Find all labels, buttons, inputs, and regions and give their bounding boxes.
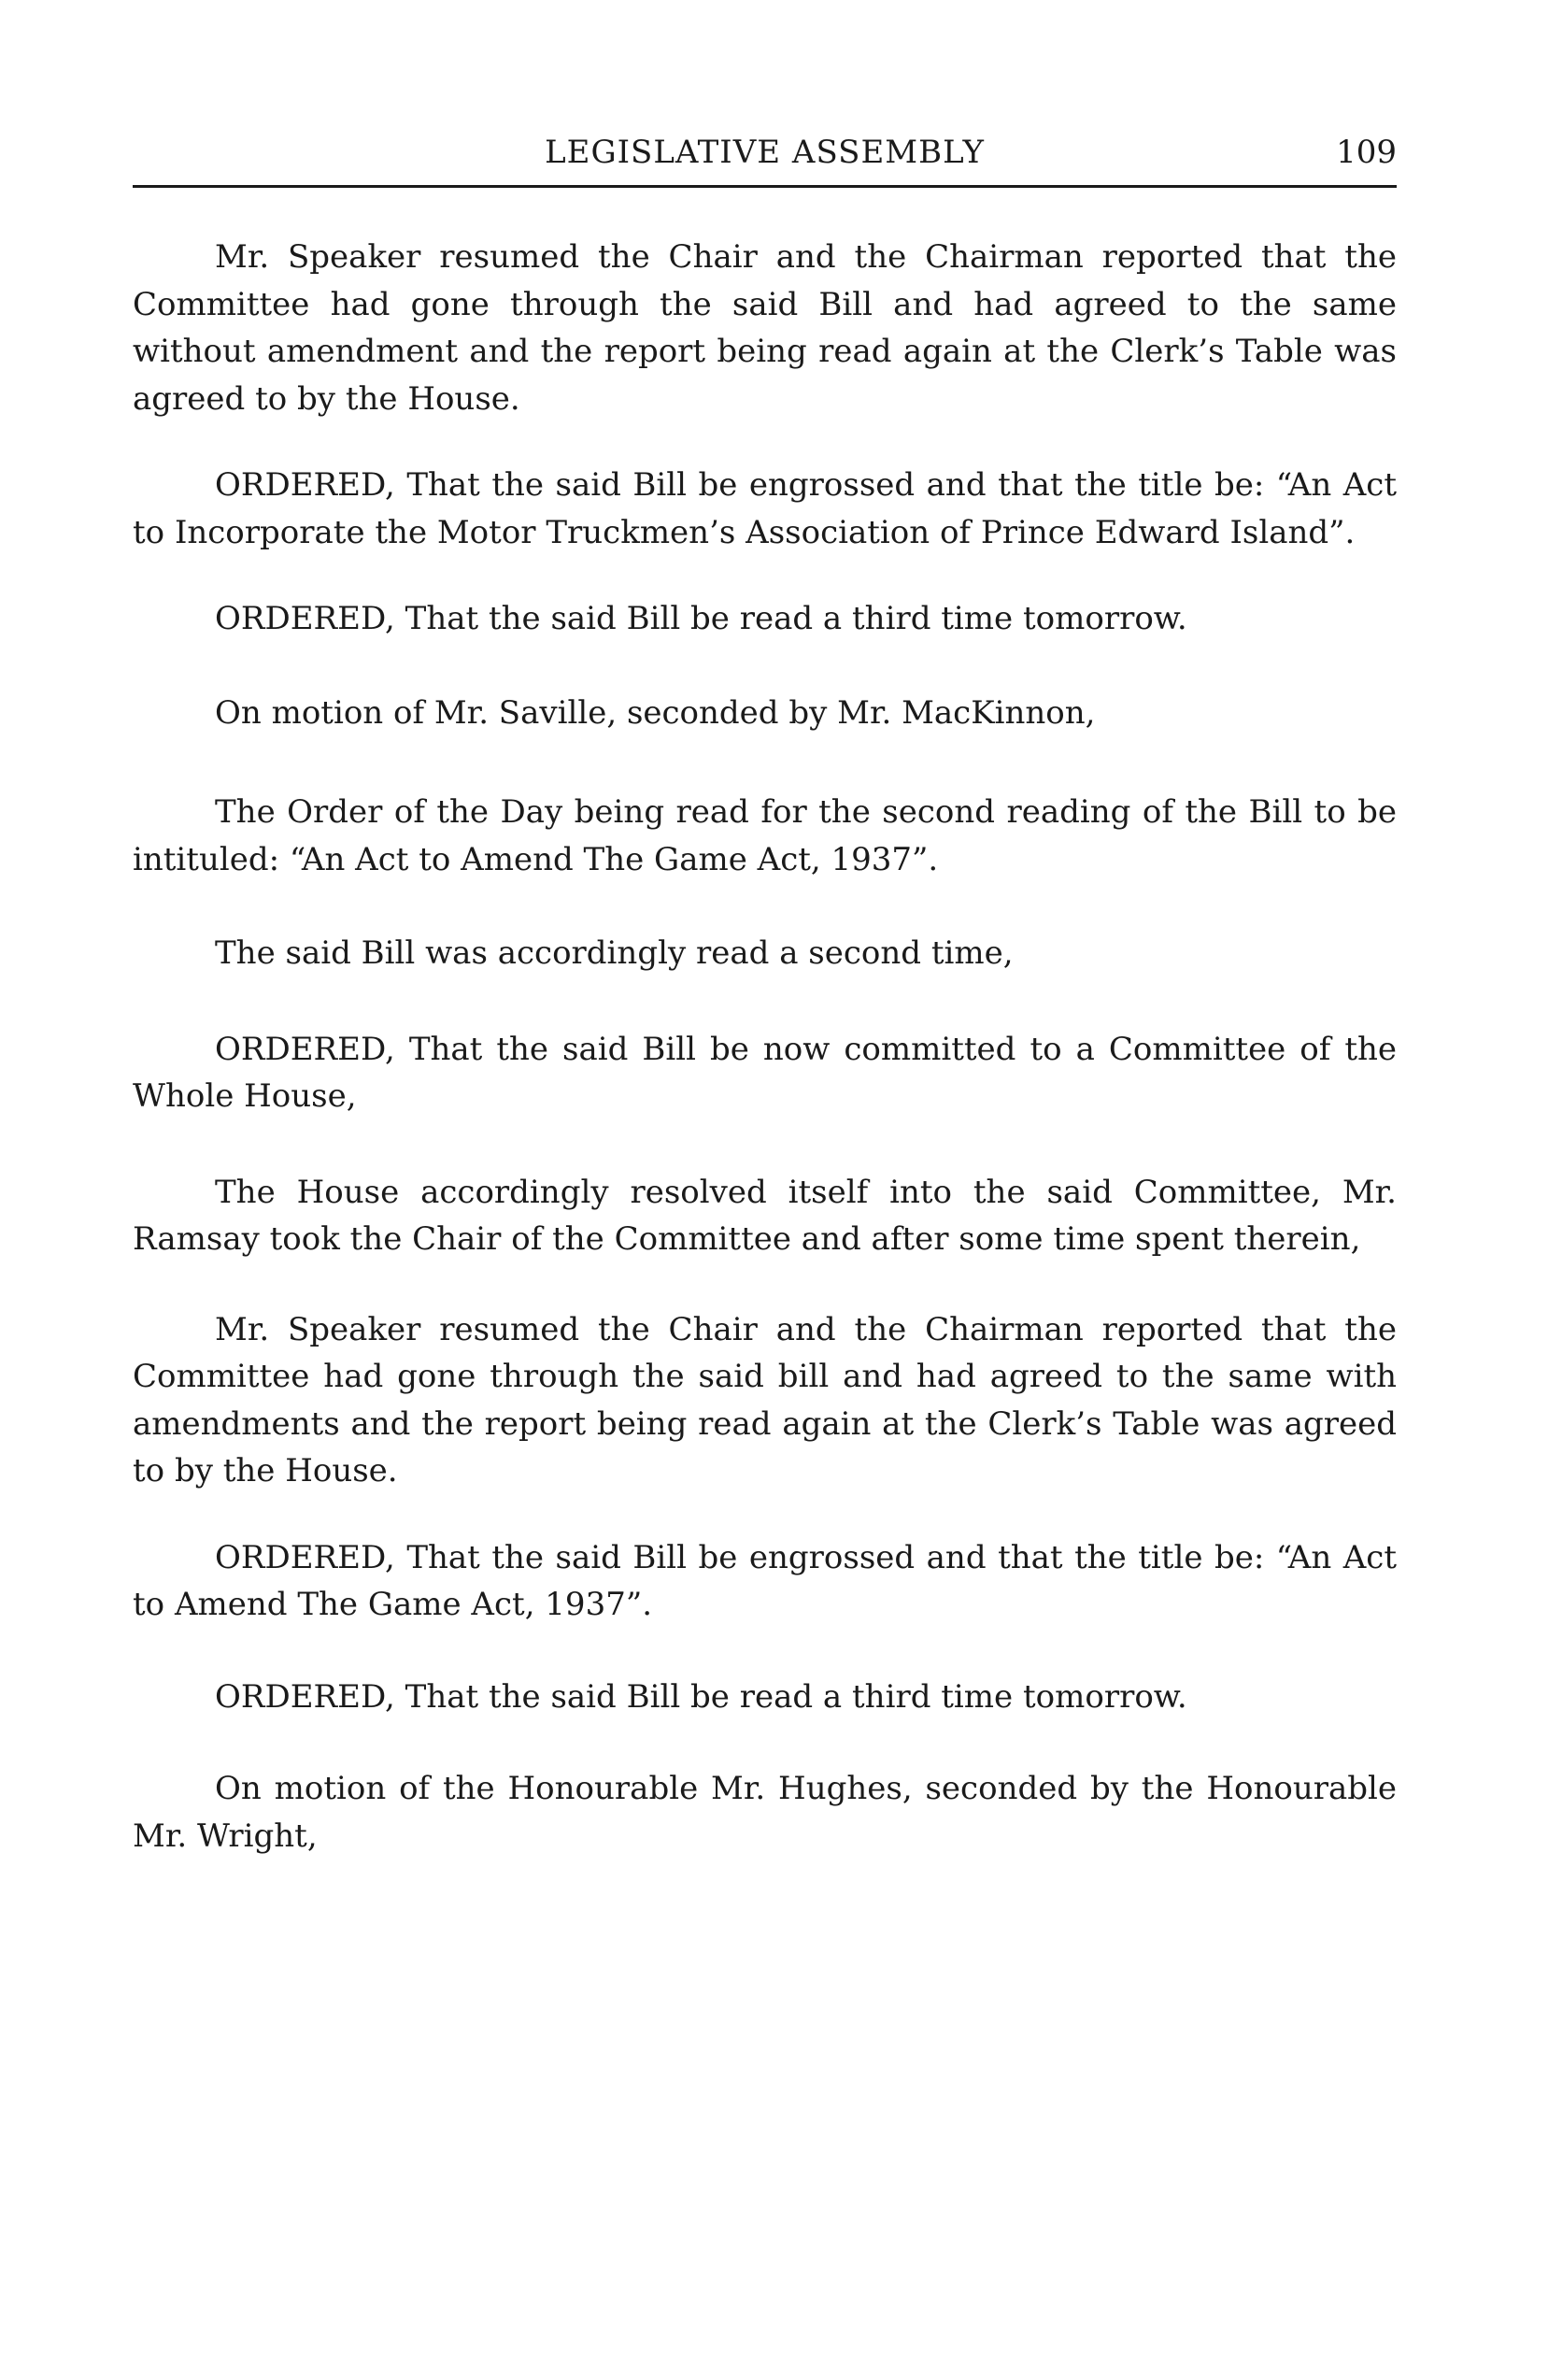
paragraph: ORDERED, That the said Bill be engrossed and that the title be: “An Act to Incorporate the Motor Truckmen’s Association of Prince Edward Island”. [133, 466, 1397, 551]
paragraph: Mr. Speaker resumed the Chair and the Chairman reported that the Committee had gone through the said bill and had agreed to the same with amendments and the report being read again at the Clerk’s Table was agreed to by the House. [133, 1310, 1397, 1489]
paragraph: The House accordingly resolved itself into the said Committee, Mr. Ramsay took the Chair of the Committee and after some time spent therein, [133, 1173, 1397, 1258]
page-number: 109 [1336, 134, 1397, 171]
paragraph: The Order of the Day being read for the second reading of the Bill to be intituled: “An Act to Amend The Game Act, 1937”. [133, 793, 1397, 878]
document-body [133, 234, 1397, 1860]
paragraph: ORDERED, That the said Bill be read a third time tomorrow. [215, 600, 1187, 637]
running-head: LEGISLATIVE ASSEMBLY [545, 134, 985, 171]
paragraph: On motion of the Honourable Mr. Hughes, seconded by the Honourable Mr. Wright, [133, 1770, 1397, 1855]
header-rule [133, 185, 1397, 188]
paragraph: ORDERED, That the said Bill be read a third time tomorrow. [215, 1677, 1187, 1716]
paragraph: The said Bill was accordingly read a second time, [215, 934, 1014, 972]
paragraph: ORDERED, That the said Bill be now committed to a Committee of the Whole House, [133, 1030, 1397, 1115]
paragraph: ORDERED, That the said Bill be engrossed and that the title be: “An Act to Amend The Game Act, 1937”. [133, 1538, 1397, 1623]
page-header [133, 131, 1397, 191]
paragraph: On motion of Mr. Saville, seconded by Mr. MacKinnon, [215, 693, 1096, 732]
paragraph: Mr. Speaker resumed the Chair and the Chairman reported that the Committee had gone through the said Bill and had agreed to the same without amendment and the report being read again at the Clerk’s Table was agreed to by the House. [133, 238, 1397, 418]
